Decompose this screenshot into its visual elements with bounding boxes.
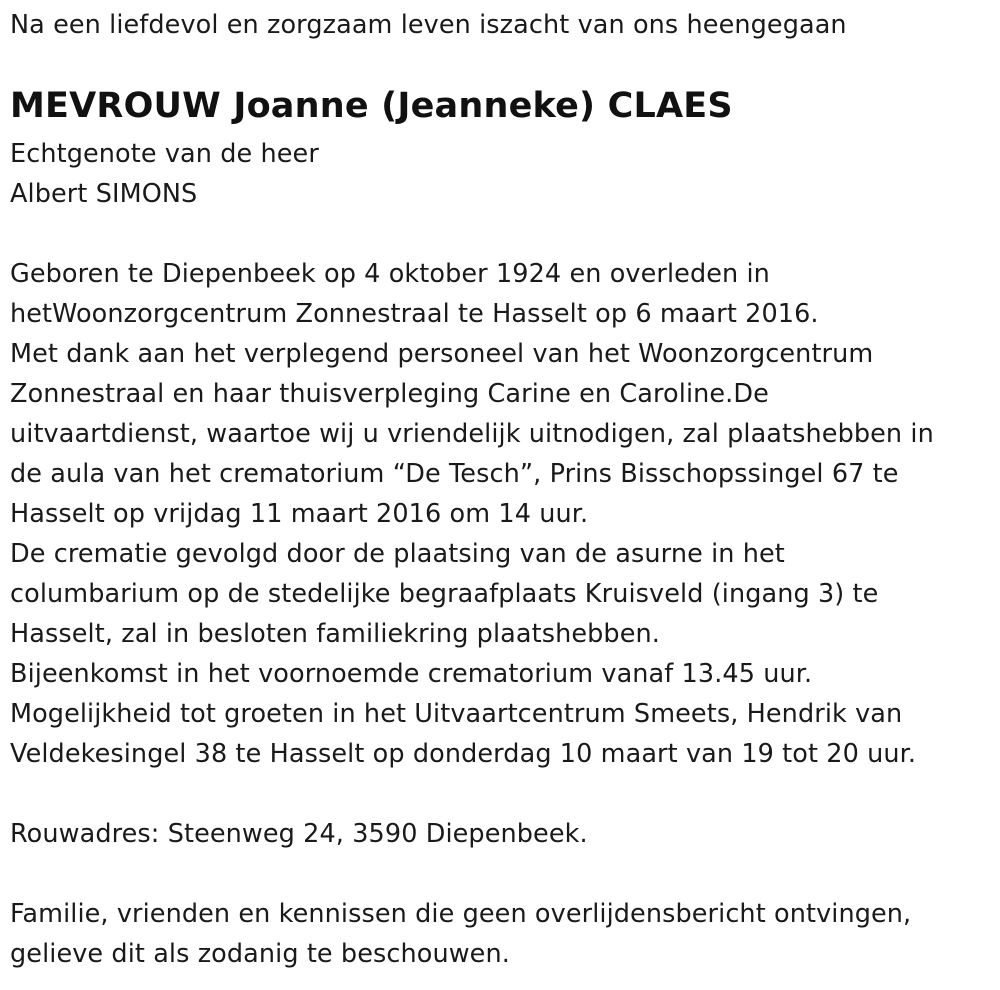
notice-body [10, 254, 934, 774]
body-line: uitvaartdienst, waartoe wij u vriendelijk uitnodigen, zal plaatshebben in [10, 419, 934, 449]
body-line: Met dank aan het verplegend personeel van het Woonzorgcentrum [10, 339, 874, 369]
closing-block [10, 894, 911, 974]
body-line: Zonnestraal en haar thuisverpleging Carine en Caroline.De [10, 379, 769, 409]
body-line: De crematie gevolgd door de plaatsing van de asurne in het [10, 539, 785, 569]
body-line: Veldekesingel 38 te Hasselt op donderdag 10 maart van 19 tot 20 uur. [10, 739, 917, 769]
closing-line: gelieve dit als zodanig te beschouwen. [10, 939, 510, 969]
intro-text: Na een liefdevol en zorgzaam leven iszacht van ons heengegaan [10, 10, 847, 40]
mourning-address: Rouwadres: Steenweg 24, 3590 Diepenbeek. [10, 819, 588, 849]
body-line: Geboren te Diepenbeek op 4 oktober 1924 en overleden in [10, 259, 770, 289]
body-line: de aula van het crematorium “De Tesch”, Prins Bisschopssingel 67 te [10, 459, 899, 489]
body-line: Hasselt, zal in besloten familiekring plaatshebben. [10, 619, 660, 649]
deceased-name: MEVROUW Joanne (Jeanneke) CLAES [10, 86, 733, 126]
spouse-line: Echtgenote van de heer [10, 139, 319, 169]
closing-line: Familie, vrienden en kennissen die geen overlijdensbericht ontvingen, [10, 899, 912, 929]
body-line: Mogelijkheid tot groeten in het Uitvaartcentrum Smeets, Hendrik van [10, 699, 903, 729]
body-line: Bijeenkomst in het voornoemde crematorium vanaf 13.45 uur. [10, 659, 813, 689]
spouse-block [10, 134, 319, 214]
body-line: hetWoonzorgcentrum Zonnestraal te Hasselt op 6 maart 2016. [10, 299, 819, 329]
body-line: Hasselt op vrijdag 11 maart 2016 om 14 uur. [10, 499, 589, 529]
spouse-line: Albert SIMONS [10, 179, 198, 209]
body-line: columbarium op de stedelijke begraafplaats Kruisveld (ingang 3) te [10, 579, 879, 609]
